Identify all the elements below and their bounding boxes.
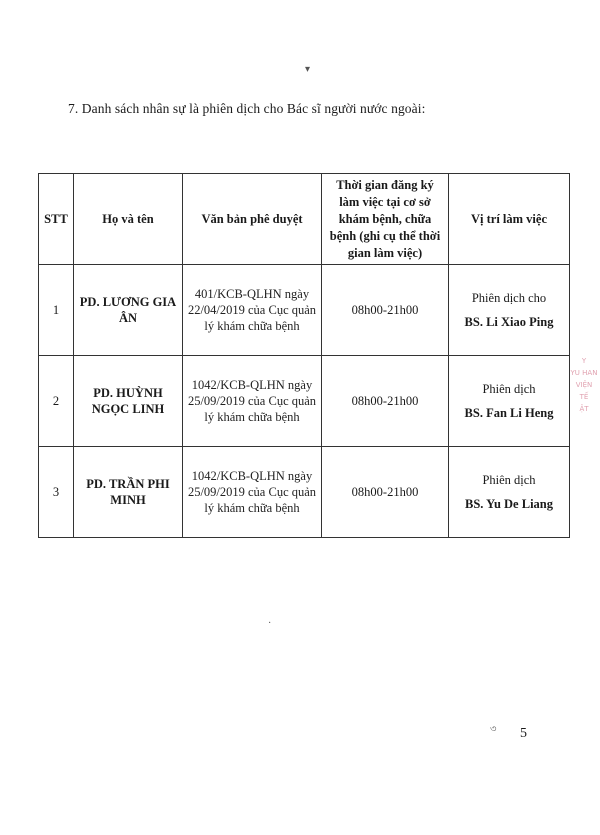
cell-position xyxy=(449,356,570,447)
stamp-line: ẬT xyxy=(579,405,589,413)
stamp-line: TẾ xyxy=(579,393,589,401)
stamp-line: Y xyxy=(581,357,587,365)
position-label: Phiên dịch cho xyxy=(471,291,547,305)
cell-document: 1042/KCB-QLHN ngày 25/09/2019 của Cục quản lý khám chữa bệnh xyxy=(183,356,322,447)
cell-document: 1042/KCB-QLHN ngày 25/09/2019 của Cục quản lý khám chữa bệnh xyxy=(183,447,322,538)
position-label: Phiên dịch xyxy=(482,382,536,396)
cell-name: PD. LƯƠNG GIA ÂN xyxy=(74,265,183,356)
position-doctor: BS. Fan Li Heng xyxy=(464,406,554,420)
cell-document: 401/KCB-QLHN ngày 22/04/2019 của Cục quản lý khám chữa bệnh xyxy=(183,265,322,356)
table-header-row xyxy=(39,174,570,265)
scan-speck: ▾ xyxy=(305,64,311,75)
position-doctor: BS. Li Xiao Ping xyxy=(464,315,554,329)
stamp-line: YU HAN xyxy=(570,369,598,377)
cell-time: 08h00-21h00 xyxy=(322,265,449,356)
table-row xyxy=(39,447,570,538)
scan-speck: ৩ xyxy=(490,724,497,735)
position-doctor: BS. Yu De Liang xyxy=(465,497,553,511)
table-row xyxy=(39,356,570,447)
cell-time: 08h00-21h00 xyxy=(322,356,449,447)
cell-position xyxy=(449,447,570,538)
cell-stt: 1 xyxy=(39,265,74,356)
header-name: Họ và tên xyxy=(74,174,183,265)
cell-time: 08h00-21h00 xyxy=(322,447,449,538)
cell-position xyxy=(449,265,570,356)
header-stt: STT xyxy=(39,174,74,265)
cell-name: PD. TRẦN PHI MINH xyxy=(74,447,183,538)
section-heading: 7. Danh sách nhân sự là phiên dịch cho Bác sĩ người nước ngoài: xyxy=(68,101,426,116)
stamp-line: VIỆN xyxy=(575,381,593,389)
cell-name: PD. HUỲNH NGỌC LINH xyxy=(74,356,183,447)
cell-stt: 2 xyxy=(39,356,74,447)
header-time: Thời gian đăng ký làm việc tại cơ sở khám bệnh, chữa bệnh (ghi cụ thể thời gian làm việc) xyxy=(322,174,449,265)
table-row xyxy=(39,265,570,356)
scan-speck: · xyxy=(268,618,272,629)
interpreter-staff-table xyxy=(38,173,570,538)
position-label: Phiên dịch xyxy=(482,473,536,487)
red-stamp-fragment xyxy=(568,355,600,475)
page-number: 5 xyxy=(520,726,527,741)
header-document: Văn bản phê duyệt xyxy=(183,174,322,265)
cell-stt: 3 xyxy=(39,447,74,538)
header-position: Vị trí làm việc xyxy=(449,174,570,265)
